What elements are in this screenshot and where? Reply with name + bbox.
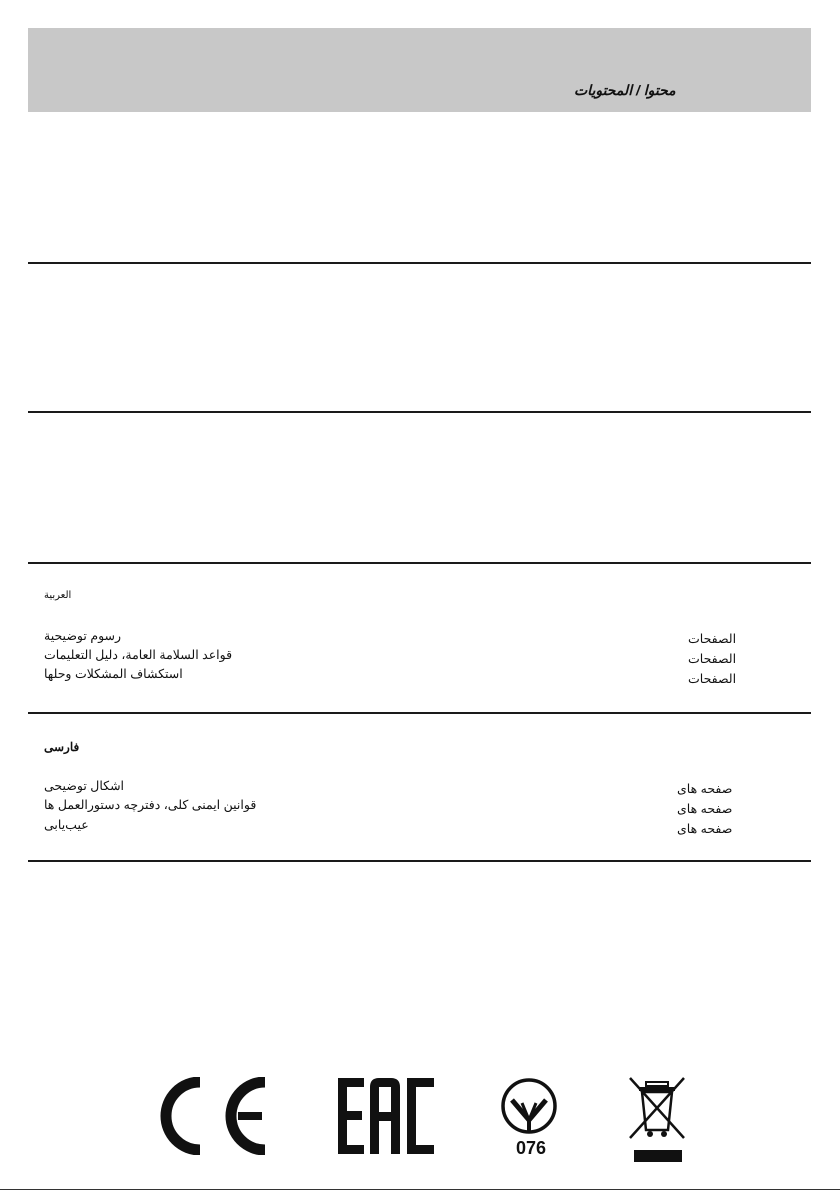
toc-entry-title: قواعد السلامة العامة، دليل التعليمات	[44, 648, 233, 662]
weee-bin-icon	[626, 1076, 690, 1164]
divider-4	[28, 712, 811, 714]
divider-2	[28, 411, 811, 413]
ce-mark-icon	[150, 1077, 270, 1155]
section-language-persian: فارسی	[44, 740, 80, 754]
toc-entry-pages: صفحه های	[677, 822, 733, 836]
page-title: محتوا / المحتويات	[574, 82, 676, 98]
toc-entry-pages: صفحه های	[677, 782, 733, 796]
toc-entry-title: رسوم توضيحية	[44, 629, 122, 643]
toc-entry-pages: الصفحات	[688, 652, 737, 666]
divider-1	[28, 262, 811, 264]
toc-entry-title: استكشاف المشكلات وحلها	[44, 667, 183, 681]
toc-entry-title: قوانین ایمنی کلی، دفترچه دستورالعمل ها	[44, 798, 257, 812]
page-bottom-edge	[0, 1189, 840, 1190]
toc-entry-pages: الصفحات	[688, 672, 737, 686]
section-language-arabic: العربية	[44, 590, 72, 601]
toc-entry-title: عیب‌یابی	[44, 818, 89, 832]
eac-mark-icon	[336, 1077, 436, 1155]
divider-5	[28, 860, 811, 862]
toc-entry-pages: الصفحات	[688, 632, 737, 646]
ua-mark-code: 076	[516, 1138, 547, 1158]
toc-entry-title: اشکال توضیحی	[44, 779, 125, 793]
header-band	[28, 28, 811, 112]
divider-3	[28, 562, 811, 564]
toc-entry-pages: صفحه های	[677, 802, 733, 816]
